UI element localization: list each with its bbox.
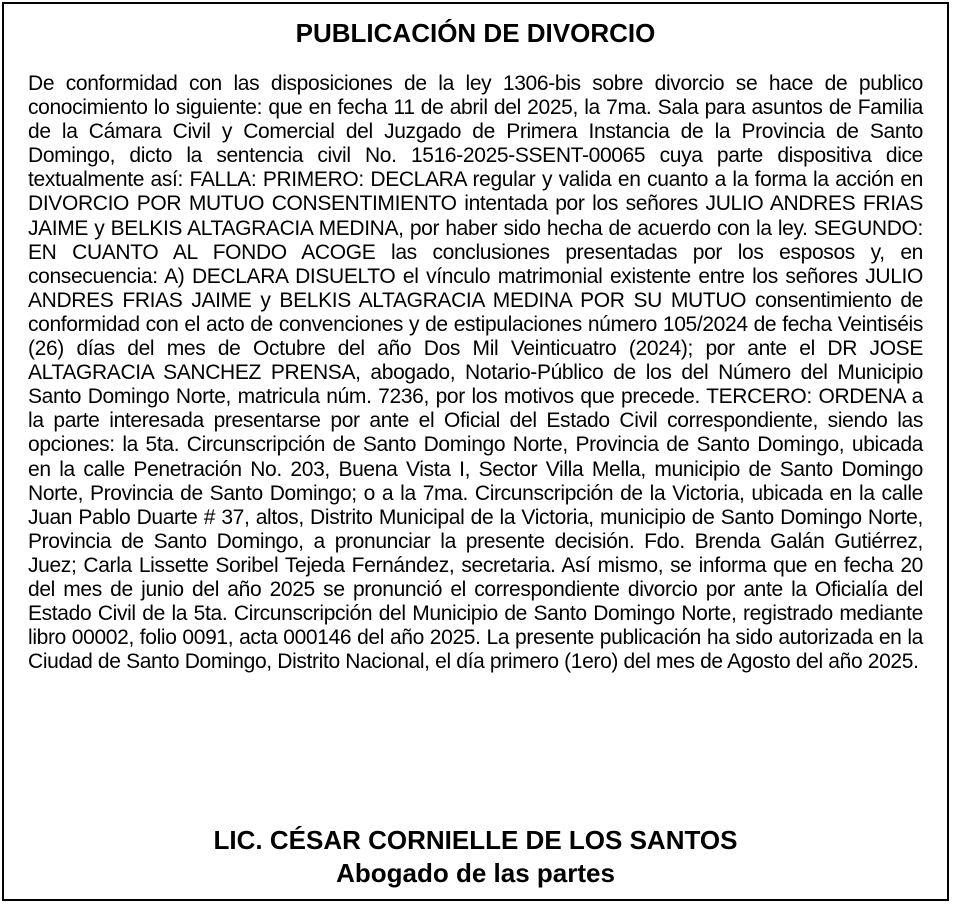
notice-title: PUBLICACIÓN DE DIVORCIO — [295, 18, 656, 48]
signature-role: Abogado de las partes — [336, 858, 615, 888]
signature-name: LIC. CÉSAR CORNIELLE DE LOS SANTOS — [213, 825, 738, 855]
signature-block — [4, 824, 947, 890]
notice-body: De conformidad con las disposiciones de la ley 1306-bis sobre divorcio se hace de publico conocimiento lo siguiente: que en fecha 11 de abril del 2025, la 7ma. Sala para asuntos de Familia de la Cámara Civil y Comercial del Juzgado de Primera Instancia de la Provincia de Santo Domingo, dicto la sentencia civil No. 1516-2025-SSENT-00065 cuya parte dispositiva dice textualmente así: FALLA: PRIMERO: DECLARA regular y valida en cuanto a la forma la acción en DIVORCIO POR MUTUO CONSENTIMIENTO intentada por los señores JULIO ANDRES FRIAS JAIME y BELKIS ALTAGRACIA MEDINA, por haber sido hecha de acuerdo con la ley. SEGUNDO: EN CUANTO AL FONDO ACOGE las conclusiones presentadas por los esposos y, en consecuencia: A) DECLARA DISUELTO el vínculo matrimonial existente entre los señores JULIO ANDRES FRIAS JAIME y BELKIS ALTAGRACIA MEDINA POR SU MUTUO consentimiento de conformidad con el acto de convenciones y de estipulaciones número 105/2024 de fecha Veintiséis (26) días del mes de Octubre del año Dos Mil Veinticuatro (2024); por ante el DR JOSE ALTAGRACIA SANCHEZ PRENSA, abogado, Notario-Público de los del Número del Municipio Santo Domingo Norte, matricula núm. 7236, por los motivos que precede. TERCERO: ORDENA a la parte interesada presentarse por ante el Oficial del Estado Civil correspondiente, siendo las opciones: la 5ta. Circunscripción de Santo Domingo Norte, Provincia de Santo Domingo, ubicada en la calle Penetración No. 203, Buena Vista I, Sector Villa Mella, municipio de Santo Domingo Norte, Provincia de Santo Domingo; o a la 7ma. Circunscripción de la Victoria, ubicada en la calle Juan Pablo Duarte # 37, altos, Distrito Municipal de la Victoria, municipio de Santo Domingo Norte, Provincia de Santo Domingo, a pronunciar la presente decisión. Fdo. Brenda Galán Gutiérrez, Juez; Carla Lissette Soribel Tejeda Fernández, secretaria. Así mismo, se informa que en fecha 20 del mes de junio del año 2025 se pronunció el correspondiente divorcio por ante la Oficialía del Estado Civil de la 5ta. Circunscripción del Municipio de Santo Domingo Norte, registrado mediante libro 00002, folio 0091, acta 000146 del año 2025. La presente publicación ha sido autorizada en la Ciudad de Santo Domingo, Distrito Nacional, el día primero (1ero) del mes de Agosto del año 2025. — [28, 72, 923, 674]
divorce-notice — [2, 2, 949, 901]
